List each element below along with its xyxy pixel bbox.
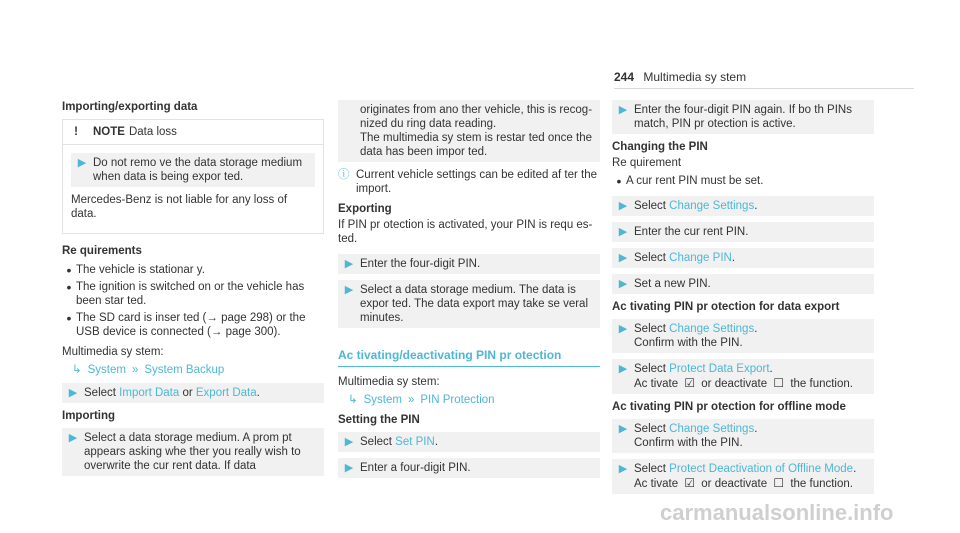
note-label: NOTE	[93, 126, 125, 138]
changing-pin-heading: Changing the PIN	[612, 141, 708, 153]
step-arrow-icon: ▶	[344, 436, 354, 448]
note-body	[63, 145, 323, 233]
offline-protection-heading: Ac tivating PIN pr otection for offline mode	[612, 401, 846, 413]
menu-system-backup-link[interactable]: System Backup	[144, 364, 225, 376]
import-data-link[interactable]: Import Data	[119, 387, 180, 399]
bullet-icon: •	[616, 173, 622, 189]
importing-step-text: Select a data storage medium. A prom pt appears asking whe ther you really wish to overwrite the cur rent data. If data	[84, 432, 301, 472]
step-arrow-icon: ▶	[618, 463, 628, 475]
continued-text-2: The multimedia sy stem is restar ted once the data has been impor ted.	[360, 132, 593, 158]
empty-box-icon: ☐	[773, 376, 785, 390]
period: .	[256, 387, 260, 399]
requirement-text: The SD card is inser ted (→ page 298) or the USB device is connected (→ page 300).	[76, 312, 306, 338]
page-header-title: Multimedia sy stem	[643, 70, 747, 84]
requirement-text: The ignition is switched on or the vehicle has been star ted.	[76, 281, 305, 307]
note-title	[63, 120, 323, 145]
step-arrow-icon: ▶	[618, 423, 628, 435]
page-number: 244	[614, 70, 635, 84]
menu-system-link[interactable]: System	[87, 364, 126, 376]
info-note	[338, 168, 600, 196]
change-settings-link[interactable]: Change Settings	[669, 323, 755, 335]
importing-heading: Importing	[62, 410, 116, 422]
step-arrow-icon: ▶	[618, 363, 628, 375]
column-3	[612, 100, 874, 500]
step-arrow-icon: ▶	[618, 323, 628, 335]
note-box	[62, 119, 324, 234]
setting-pin-heading: Setting the PIN	[338, 414, 420, 426]
menu-path	[338, 393, 600, 407]
step-arrow-icon: ▶	[618, 252, 628, 264]
continued-step	[338, 100, 600, 162]
menu-hook-icon: ↳	[348, 394, 358, 406]
change-pin-link[interactable]: Change PIN	[669, 252, 732, 264]
note-step-text: Do not remo ve the data storage medium when data is being expor ted.	[93, 157, 303, 183]
step-enter-pin-again: ▶ Enter the four-digit PIN again. If bo th PINs match, PIN pr otection is active.	[612, 100, 874, 134]
step-arrow-icon: ▶	[68, 387, 78, 399]
info-icon: ⓘ	[338, 169, 350, 181]
warning-icon: !	[74, 126, 78, 138]
step-arrow-icon: ▶	[344, 258, 354, 270]
step-arrow-icon: ▶	[344, 284, 354, 296]
step-select-set-pin: ▶ Select Set PIN.	[338, 432, 600, 452]
step-select-medium: ▶ Select a data storage medium. The data is expor ted. The data export may take se veral minutes.	[338, 280, 600, 328]
requirement-item: • A cur rent PIN must be set.	[612, 174, 874, 188]
export-protection-heading: Ac tivating PIN pr otection for data export	[612, 301, 840, 313]
or-word: or	[182, 387, 193, 399]
step-set-new-pin: ▶ Set a new PIN.	[612, 274, 874, 294]
note-text: Mercedes-Benz is not liable for any loss of data.	[71, 194, 288, 220]
protect-data-export-link[interactable]: Protect Data Export	[669, 363, 770, 375]
change-settings-link[interactable]: Change Settings	[669, 200, 755, 212]
empty-box-icon: ☐	[773, 476, 785, 490]
menu-separator-icon: »	[131, 364, 139, 376]
menu-hook-icon: ↳	[72, 364, 82, 376]
step-arrow-icon: ▶	[77, 157, 87, 169]
step-arrow-icon: ▶	[618, 226, 628, 238]
checked-box-icon: ☑	[684, 376, 696, 390]
menu-system-link[interactable]: System	[363, 394, 402, 406]
continued-text-1: originates from ano ther vehicle, this is recog‐ nized du ring data reading.	[360, 104, 593, 130]
step-enter-current-pin: ▶ Enter the cur rent PIN.	[612, 222, 874, 242]
step-select-change-settings-export: ▶ Select Change Settings. Confirm with the PIN.	[612, 319, 874, 353]
step-enter-new-pin: ▶ Enter a four-digit PIN.	[338, 458, 600, 478]
bullet-icon: •	[66, 262, 72, 278]
step-select-protect-data-export: ▶ Select Protect Data Export. Ac tivate ☑ or deactivate ☐ the function.	[612, 359, 874, 394]
step-select-change-settings: ▶ Select Change Settings.	[612, 196, 874, 216]
column-1	[62, 100, 324, 482]
bullet-icon: •	[66, 310, 72, 326]
heading-import-export: Importing/exporting data	[62, 101, 198, 113]
step-select-change-pin: ▶ Select Change PIN.	[612, 248, 874, 268]
multimedia-system-label: Multimedia sy stem:	[338, 376, 440, 388]
export-data-link[interactable]: Export Data	[195, 387, 257, 399]
requirement-item	[62, 280, 324, 308]
requirement-label: Re quirement	[612, 157, 682, 169]
header-rule	[614, 88, 914, 89]
page-header	[614, 70, 746, 84]
exporting-heading: Exporting	[338, 203, 392, 215]
column-2	[338, 100, 600, 484]
menu-path	[62, 363, 324, 377]
note-step	[71, 153, 315, 187]
change-settings-link[interactable]: Change Settings	[669, 423, 755, 435]
checked-box-icon: ☑	[684, 476, 696, 490]
requirement-text: The vehicle is stationar y.	[76, 264, 205, 276]
menu-pin-protection-link[interactable]: PIN Protection	[420, 394, 495, 406]
step-select-protect-offline: ▶ Select Protect Deactivation of Offline Mode. Ac tivate ☑ or deactivate ☐ the function.	[612, 459, 874, 494]
multimedia-system-label: Multimedia sy stem:	[62, 346, 164, 358]
protect-offline-mode-link[interactable]: Protect Deactivation of Offline Mode	[669, 463, 854, 475]
info-text: Current vehicle settings can be edited af ter the import.	[356, 169, 598, 195]
watermark: carmanualsonline.info	[660, 500, 894, 525]
step-arrow-icon: ▶	[618, 200, 628, 212]
step-arrow-icon: ▶	[68, 432, 78, 444]
step-arrow-icon: ▶	[618, 104, 628, 116]
set-pin-link[interactable]: Set PIN	[395, 436, 435, 448]
step-arrow-icon: ▶	[344, 462, 354, 474]
note-subject: Data loss	[128, 126, 177, 138]
select-word: Select	[84, 387, 116, 399]
step-select-change-settings-offline: ▶ Select Change Settings. Confirm with the PIN.	[612, 419, 874, 453]
section-title-pin-protection: Ac tivating/deactivating PIN pr otection	[338, 348, 600, 367]
step-enter-pin: ▶ Enter the four-digit PIN.	[338, 254, 600, 274]
requirement-item	[62, 263, 324, 277]
exporting-text: If PIN pr otection is activated, your PIN is requ es‐ ted.	[338, 219, 593, 245]
requirements-heading: Re quirements	[62, 245, 142, 257]
step-importing	[62, 428, 324, 476]
step-arrow-icon: ▶	[618, 278, 628, 290]
menu-separator-icon: »	[407, 394, 415, 406]
step-select-import-export	[62, 383, 324, 403]
requirement-item	[62, 311, 324, 339]
bullet-icon: •	[66, 279, 72, 295]
